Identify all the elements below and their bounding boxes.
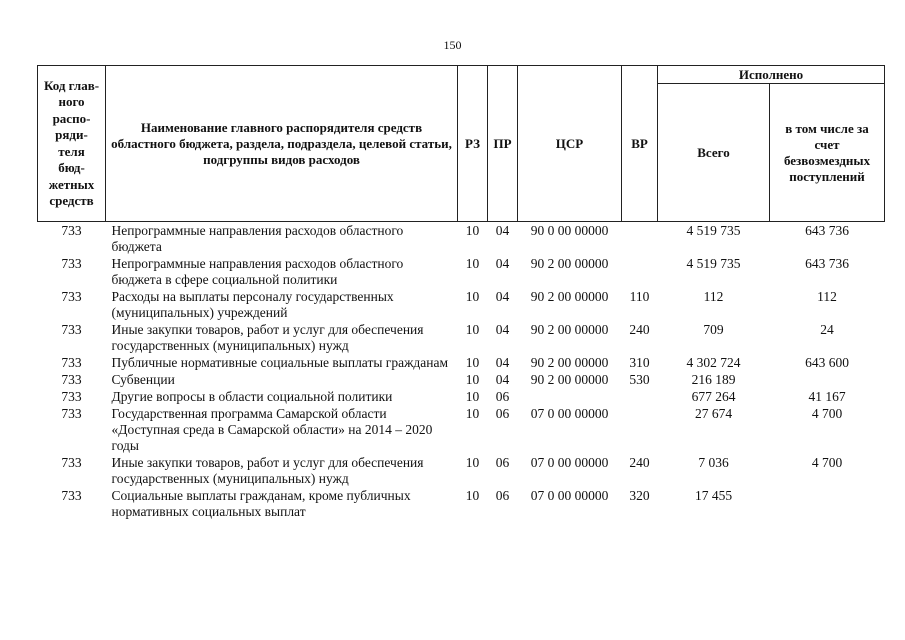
- row-pr: 04: [495, 256, 510, 271]
- row-rz: 10: [465, 455, 480, 470]
- header-incl-free: в том числе за счет безвозмездных поступлений: [770, 84, 885, 222]
- header-code: Код глав-ного распо-ряди-теля бюд-жетных средств: [38, 66, 106, 222]
- row-free: [770, 371, 885, 388]
- row-total: 7 036: [698, 455, 729, 470]
- row-total: 17 455: [694, 488, 733, 503]
- row-pr: 06: [495, 389, 510, 404]
- row-vr: [622, 388, 658, 405]
- table-row: [38, 371, 885, 388]
- row-csr: 07 0 00 00000: [530, 488, 609, 503]
- row-name: Иные закупки товаров, работ и услуг для обеспечения государственных (муниципальных) нужд: [111, 322, 424, 353]
- table-row: [38, 487, 885, 520]
- row-pr: 06: [495, 488, 510, 503]
- row-pr: 06: [495, 406, 510, 421]
- row-csr: 90 2 00 00000: [530, 289, 609, 304]
- row-rz: 10: [465, 406, 480, 421]
- row-free: 24: [820, 322, 834, 337]
- row-code: 733: [61, 372, 82, 387]
- row-pr: 04: [495, 223, 510, 238]
- header-csr: ЦСР: [518, 66, 622, 222]
- row-name: Социальные выплаты гражданам, кроме публичных нормативных социальных выплат: [111, 488, 411, 519]
- row-total: 677 264: [691, 389, 736, 404]
- row-rz: 10: [465, 322, 480, 337]
- row-free: 4 700: [811, 455, 843, 470]
- row-free: 4 700: [811, 406, 843, 421]
- row-rz: 10: [465, 372, 480, 387]
- row-free: 643 736: [805, 223, 849, 238]
- table-row: [38, 405, 885, 454]
- table-row: [38, 255, 885, 288]
- row-code: 733: [61, 389, 82, 404]
- table-row: [38, 354, 885, 371]
- row-free: 643 600: [805, 355, 849, 370]
- row-vr: 110: [629, 289, 650, 304]
- row-total: 4 302 724: [686, 355, 741, 370]
- row-name: Непрограммные направления расходов областного бюджета: [111, 223, 404, 254]
- table-row: [38, 388, 885, 405]
- row-code: 733: [61, 322, 82, 337]
- row-rz: 10: [465, 223, 480, 238]
- row-total: 112: [703, 289, 724, 304]
- row-name: Другие вопросы в области социальной политики: [111, 389, 393, 404]
- row-free: [770, 487, 885, 520]
- row-csr: 07 0 00 00000: [530, 406, 609, 421]
- row-rz: 10: [465, 389, 480, 404]
- table-row: [38, 321, 885, 354]
- row-total: 4 519 735: [686, 256, 741, 271]
- row-code: 733: [61, 488, 82, 503]
- row-free: 41 167: [808, 389, 846, 404]
- row-code: 733: [61, 406, 82, 421]
- row-free: 112: [817, 289, 837, 304]
- row-vr: [622, 222, 658, 256]
- row-name: Субвенции: [111, 372, 175, 387]
- table-row: [38, 454, 885, 487]
- row-code: 733: [61, 455, 82, 470]
- row-pr: 04: [495, 289, 510, 304]
- row-vr: 240: [629, 322, 650, 337]
- row-free: 643 736: [805, 256, 849, 271]
- header-vr: ВР: [622, 66, 658, 222]
- row-rz: 10: [465, 289, 480, 304]
- row-vr: 320: [629, 488, 650, 503]
- header-name: Наименование главного распорядителя средств областного бюджета, раздела, подраздела, целевой статьи, подгруппы видов расходов: [106, 66, 458, 222]
- row-csr: 90 2 00 00000: [530, 372, 609, 387]
- row-name: Государственная программа Самарской области «Доступная среда в Самарской области» на 2014 – 2020 годы: [111, 406, 433, 453]
- row-vr: [622, 405, 658, 454]
- row-total: 709: [703, 322, 724, 337]
- page-number: 150: [443, 38, 462, 52]
- row-name: Расходы на выплаты персоналу государственных (муниципальных) учреждений: [111, 289, 394, 320]
- row-code: 733: [61, 289, 82, 304]
- row-name: Публичные нормативные социальные выплаты гражданам: [111, 355, 449, 370]
- row-rz: 10: [465, 355, 480, 370]
- row-total: 4 519 735: [686, 223, 741, 238]
- row-vr: 310: [629, 355, 650, 370]
- row-pr: 06: [495, 455, 510, 470]
- header-pr: ПР: [488, 66, 518, 222]
- row-pr: 04: [495, 372, 510, 387]
- row-vr: 530: [629, 372, 650, 387]
- row-csr: 90 2 00 00000: [530, 355, 609, 370]
- row-csr: [518, 388, 622, 405]
- row-code: 733: [61, 223, 82, 238]
- row-rz: 10: [465, 256, 480, 271]
- row-name: Иные закупки товаров, работ и услуг для обеспечения государственных (муниципальных) нужд: [111, 455, 424, 486]
- row-pr: 04: [495, 355, 510, 370]
- row-rz: 10: [465, 488, 480, 503]
- header-total: Всего: [658, 84, 770, 222]
- table-row: [38, 222, 885, 256]
- budget-table: [37, 65, 885, 520]
- table-row: [38, 288, 885, 321]
- row-csr: 90 2 00 00000: [530, 256, 609, 271]
- row-pr: 04: [495, 322, 510, 337]
- row-vr: [622, 255, 658, 288]
- row-total: 216 189: [691, 372, 736, 387]
- row-csr: 90 2 00 00000: [530, 322, 609, 337]
- row-csr: 90 0 00 00000: [530, 223, 609, 238]
- row-csr: 07 0 00 00000: [530, 455, 609, 470]
- row-total: 27 674: [694, 406, 733, 421]
- row-code: 733: [61, 256, 82, 271]
- row-vr: 240: [629, 455, 650, 470]
- header-rz: РЗ: [458, 66, 488, 222]
- row-name: Непрограммные направления расходов областного бюджета в сфере социальной политики: [111, 256, 404, 287]
- row-code: 733: [61, 355, 82, 370]
- header-executed: Исполнено: [658, 66, 885, 84]
